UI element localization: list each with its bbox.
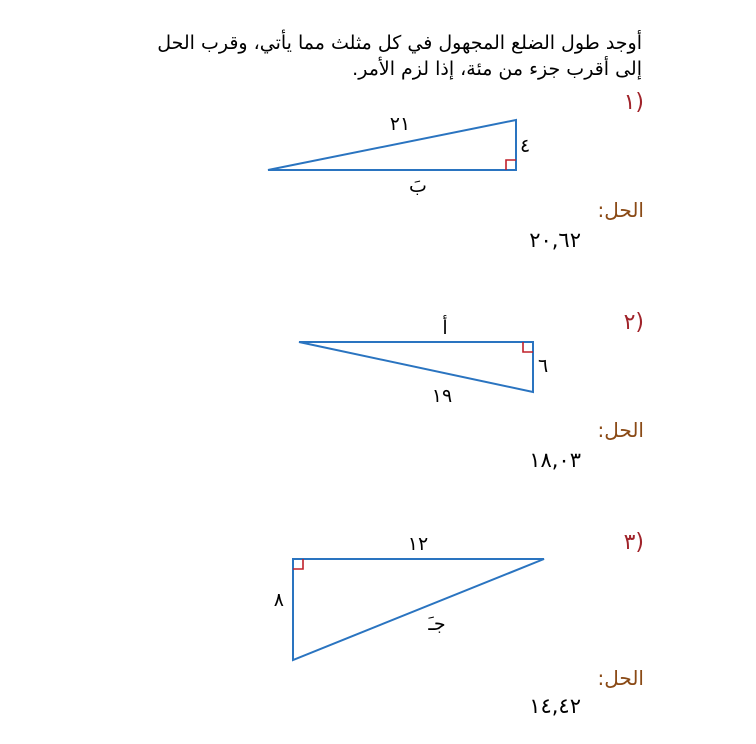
solution-label-1: الحل: bbox=[597, 198, 644, 222]
triangle-3-shape bbox=[293, 559, 544, 660]
triangle-2 bbox=[299, 315, 548, 407]
solution-label-3: الحل: bbox=[597, 666, 644, 690]
triangle-1-hypotenuse-label: ٢١ bbox=[389, 113, 411, 135]
triangle-1-right-angle-mark bbox=[506, 160, 516, 170]
triangle-2-vertical-label: ٦ bbox=[538, 355, 549, 377]
triangle-1 bbox=[268, 113, 530, 197]
answer-3: ١٤,٤٢ bbox=[529, 694, 581, 718]
answer-2: ١٨,٠٣ bbox=[529, 448, 581, 472]
triangle-2-shape bbox=[299, 342, 533, 392]
triangle-1-base-label: بَ bbox=[409, 175, 427, 197]
triangle-2-hypotenuse-label: ١٩ bbox=[431, 385, 453, 407]
triangle-2-top-label: أ bbox=[442, 317, 448, 339]
answer-1: ٢٠,٦٢ bbox=[529, 228, 581, 252]
question-number-3: (٣ bbox=[623, 530, 644, 555]
triangle-3-vertical-label: ٨ bbox=[273, 589, 284, 611]
triangle-3-top-label: ١٢ bbox=[407, 533, 429, 555]
triangle-2-right-angle-mark bbox=[523, 342, 533, 352]
instructions-line-1: أوجد طول الضلع المجهول في كل مثلث مما يأتي، وقرب الحل bbox=[157, 32, 642, 54]
instructions-line-2: إلى أقرب جزء من مئة، إذا لزم الأمر. bbox=[352, 58, 642, 80]
question-number-2: (٢ bbox=[623, 310, 644, 335]
question-number-1: (١ bbox=[623, 90, 644, 115]
triangle-3-hypotenuse-label: جـَ bbox=[428, 613, 446, 635]
triangle-3-right-angle-mark bbox=[293, 559, 303, 569]
triangle-3 bbox=[274, 533, 544, 660]
triangle-1-vertical-label: ٤ bbox=[520, 135, 531, 157]
solution-label-2: الحل: bbox=[597, 418, 644, 442]
